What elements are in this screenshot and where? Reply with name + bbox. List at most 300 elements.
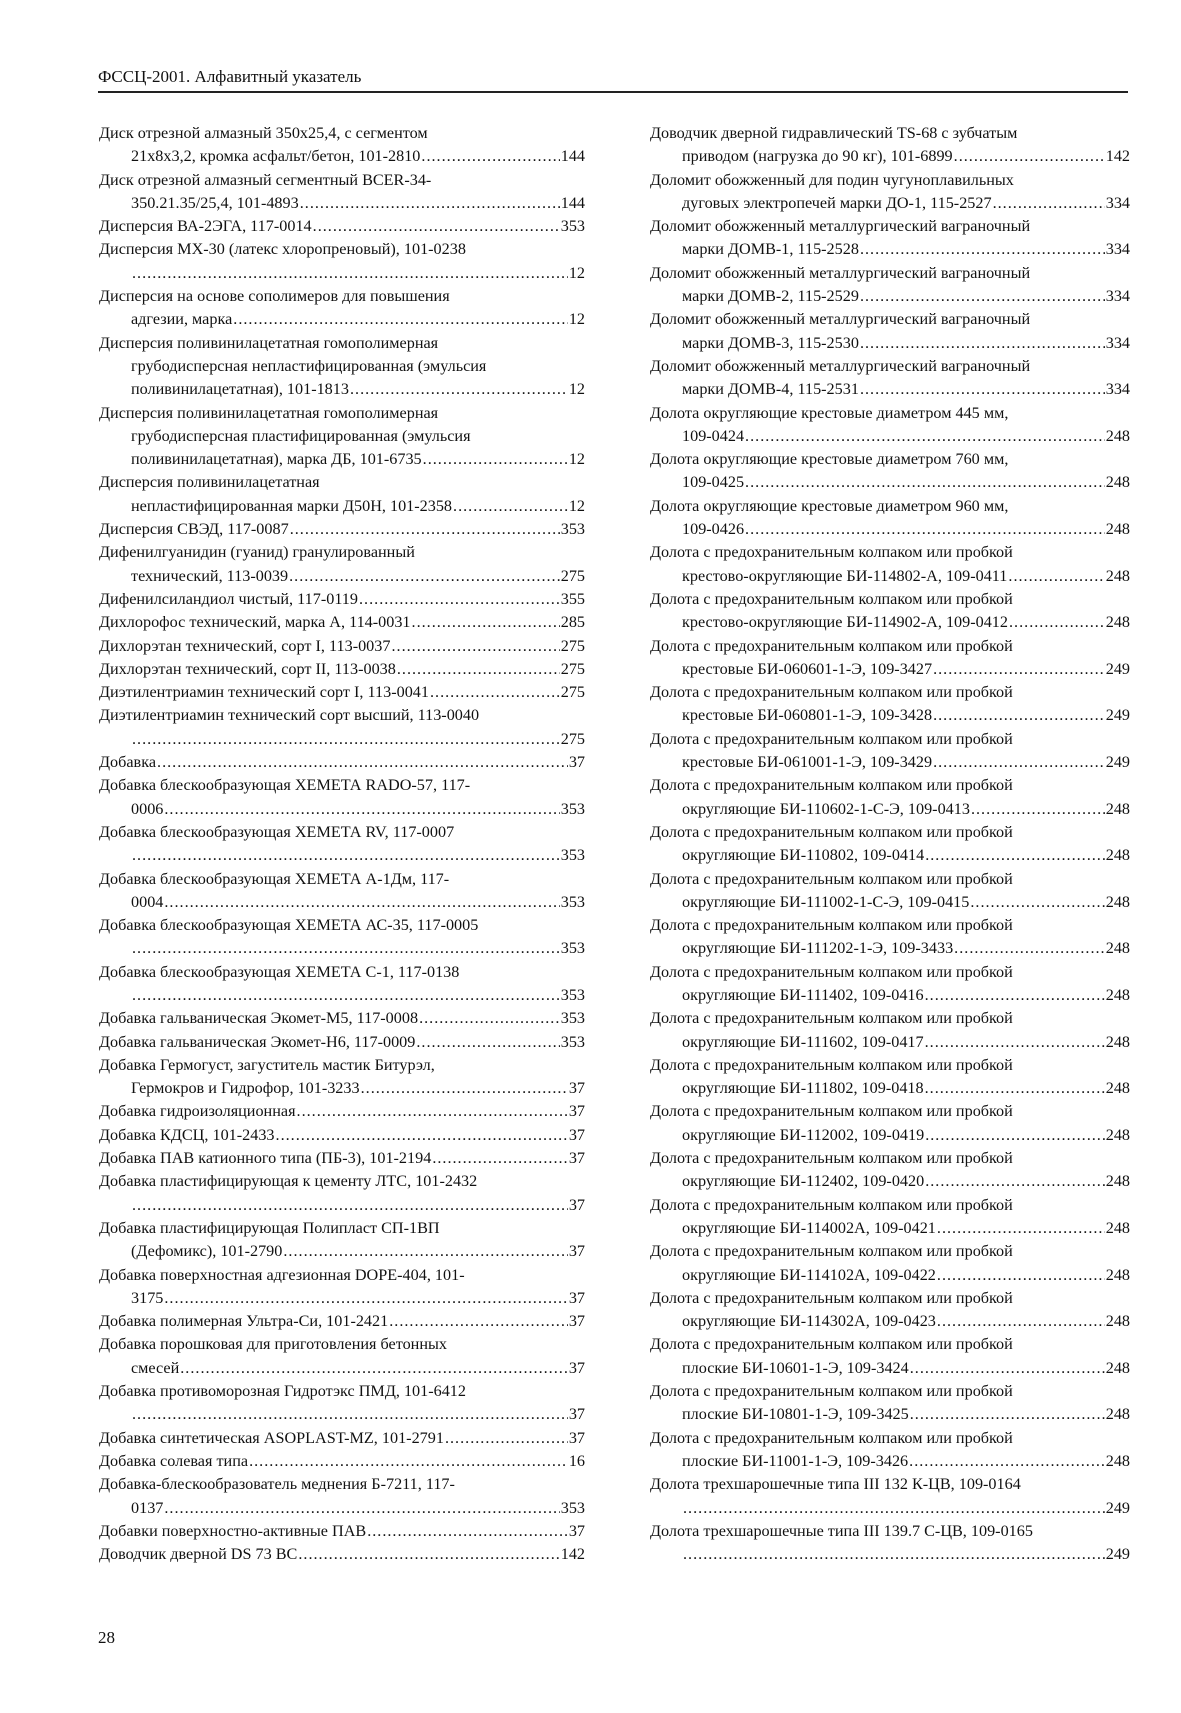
index-entry bbox=[99, 774, 585, 821]
index-entry-page: 353 bbox=[560, 1498, 585, 1517]
dot-leader bbox=[937, 1310, 1105, 1333]
index-entry-text: Дифенилсиландиол чистый, 117-0119 bbox=[99, 589, 358, 608]
index-entry-page: 144 bbox=[560, 193, 585, 212]
index-entry-text: Долота с предохранительным колпаком или пробкой bbox=[650, 543, 1013, 562]
index-entry-text: Дисперсия ВА-2ЭГА, 117-0014 bbox=[99, 217, 312, 236]
index-entry-line bbox=[99, 1310, 585, 1333]
index-entry-continuation bbox=[650, 1357, 1130, 1380]
index-entry-line bbox=[99, 238, 585, 261]
dot-leader bbox=[164, 1287, 567, 1310]
index-entry-continuation bbox=[99, 308, 585, 331]
index-entry-continuation bbox=[650, 1170, 1130, 1193]
index-entry bbox=[650, 1147, 1130, 1194]
dot-leader bbox=[860, 378, 1105, 401]
dot-leader bbox=[745, 518, 1105, 541]
index-entry-line bbox=[650, 1473, 1130, 1496]
index-entry bbox=[99, 658, 585, 681]
index-entry bbox=[650, 1007, 1130, 1054]
dot-leader bbox=[132, 1403, 568, 1426]
index-entry-text: Дихлорэтан технический, сорт I, 113-0037 bbox=[99, 636, 391, 655]
index-entry-text: крестовые БИ-061001-1-Э, 109-3429 bbox=[682, 753, 933, 772]
index-entry-page: 334 bbox=[1105, 287, 1130, 306]
index-entry-page: 37 bbox=[568, 1358, 585, 1377]
index-entry-continuation bbox=[650, 332, 1130, 355]
index-entry-line bbox=[99, 1520, 585, 1543]
index-entry-line bbox=[650, 635, 1130, 658]
index-entry-line bbox=[99, 635, 585, 658]
index-entry-text: Долота с предохранительным колпаком или пробкой bbox=[650, 1195, 1013, 1214]
index-entry-text: поливинилацетатная), марка ДБ, 101-6735 bbox=[131, 450, 422, 469]
index-entry-text: непластифицированная марки Д50Н, 101-2358 bbox=[131, 496, 453, 515]
index-entry-text: Долота округляющие крестовые диаметром 760 мм, bbox=[650, 450, 1009, 469]
index-entry-line bbox=[650, 728, 1130, 751]
dot-leader bbox=[933, 704, 1105, 727]
index-entry-text: Долота с предохранительным колпаком или пробкой bbox=[650, 1288, 1013, 1307]
index-entry-text: Добавка блескообразующая ХЕМЕТА RV, 117-0007 bbox=[99, 822, 455, 841]
index-entry-text: Добавка bbox=[99, 753, 157, 772]
index-entry-text: Долота с предохранительным колпаком или пробкой bbox=[650, 1149, 1013, 1168]
index-entry-continuation bbox=[99, 565, 585, 588]
index-entry-line bbox=[650, 1520, 1130, 1543]
index-entry-page: 37 bbox=[568, 1102, 585, 1121]
index-entry-page: 275 bbox=[560, 566, 585, 585]
page-header bbox=[98, 66, 1128, 93]
index-entry bbox=[650, 1427, 1130, 1474]
index-entry-line bbox=[650, 169, 1130, 192]
index-entry bbox=[99, 215, 585, 238]
index-entry-continuation bbox=[99, 425, 585, 448]
dot-leader bbox=[925, 1124, 1105, 1147]
index-entry-text: Долота трехшарошечные типа III 132 К-ЦВ, 109-0164 bbox=[650, 1475, 1021, 1494]
index-entry-page: 37 bbox=[568, 1242, 585, 1261]
index-entry-text: 0004 bbox=[131, 892, 164, 911]
index-entry-line bbox=[99, 169, 585, 192]
index-entry-line bbox=[99, 1124, 585, 1147]
dot-leader bbox=[249, 1450, 568, 1473]
index-entry-page: 249 bbox=[1105, 753, 1130, 772]
index-entry-continuation bbox=[650, 1124, 1130, 1147]
index-entry-text: Долота с предохранительным колпаком или пробкой bbox=[650, 1428, 1013, 1447]
index-entry-text: Добавка пластифицирующая Полипласт СП-1ВП bbox=[99, 1218, 440, 1237]
index-entry-continuation bbox=[650, 565, 1130, 588]
index-entry bbox=[99, 169, 585, 216]
index-entry-line bbox=[650, 495, 1130, 518]
index-entry-continuation bbox=[99, 378, 585, 401]
dot-leader bbox=[412, 611, 560, 634]
index-entry-text: округляющие БИ-114102А, 109-0422 bbox=[682, 1265, 936, 1284]
index-entry-page: 142 bbox=[560, 1545, 585, 1564]
dot-leader bbox=[971, 798, 1105, 821]
index-entry-text: крестовые БИ-060601-1-Э, 109-3427 bbox=[682, 659, 933, 678]
index-entry-continuation bbox=[99, 262, 585, 285]
index-entry bbox=[650, 122, 1130, 169]
index-entry bbox=[99, 868, 585, 915]
dot-leader bbox=[132, 262, 568, 285]
index-entry-text: марки ДОМВ-2, 115-2529 bbox=[682, 287, 859, 306]
index-entry-text: Добавка ПАВ катионного типа (ПБ-3), 101-2194 bbox=[99, 1149, 432, 1168]
index-entry bbox=[650, 541, 1130, 588]
index-entry bbox=[650, 1054, 1130, 1101]
index-entry-text: марки ДОМВ-1, 115-2528 bbox=[682, 240, 859, 259]
dot-leader bbox=[745, 425, 1105, 448]
dot-leader bbox=[954, 937, 1105, 960]
index-entry-text: Добавка блескообразующая ХЕМЕТА А-1Дм, 117- bbox=[99, 869, 450, 888]
index-entry-continuation bbox=[99, 1077, 585, 1100]
dot-leader bbox=[925, 1031, 1105, 1054]
index-entry-page: 16 bbox=[568, 1451, 585, 1470]
index-entry-continuation bbox=[99, 891, 585, 914]
index-entry-page: 285 bbox=[560, 613, 585, 632]
index-entry-continuation bbox=[650, 1217, 1130, 1240]
index-entry-text: Долота трехшарошечные типа III 139.7 С-ЦВ, 109-0165 bbox=[650, 1521, 1033, 1540]
index-entry-line bbox=[99, 1427, 585, 1450]
dot-leader bbox=[925, 1170, 1105, 1193]
index-entry-line bbox=[650, 1054, 1130, 1077]
index-entry-continuation bbox=[99, 448, 585, 471]
index-entry bbox=[650, 1287, 1130, 1334]
dot-leader bbox=[745, 471, 1105, 494]
index-entry-page: 248 bbox=[1105, 1405, 1130, 1424]
index-entry-text: округляющие БИ-114002А, 109-0421 bbox=[682, 1218, 936, 1237]
dot-leader bbox=[164, 798, 559, 821]
index-entry bbox=[99, 751, 585, 774]
index-entry-line bbox=[650, 1194, 1130, 1217]
index-entry-continuation bbox=[650, 1077, 1130, 1100]
index-entry-text: округляющие БИ-111202-1-Э, 109-3433 bbox=[682, 939, 954, 958]
index-entry-continuation bbox=[650, 798, 1130, 821]
dot-leader bbox=[432, 1147, 568, 1170]
index-entry-page: 248 bbox=[1105, 1358, 1130, 1377]
index-entry-line bbox=[99, 285, 585, 308]
index-entry bbox=[99, 1217, 585, 1264]
index-entry-text: Дисперсия МХ-30 (латекс хлоропреновый), 101-0238 bbox=[99, 240, 466, 259]
index-entry-text: Долота с предохранительным колпаком или пробкой bbox=[650, 1382, 1013, 1401]
index-column-right bbox=[650, 122, 1130, 1566]
index-entry-page: 249 bbox=[1105, 706, 1130, 725]
dot-leader bbox=[132, 1194, 568, 1217]
index-entry-page: 353 bbox=[560, 520, 585, 539]
index-entry-page: 249 bbox=[1105, 659, 1130, 678]
dot-leader bbox=[683, 1497, 1105, 1520]
index-entry-page: 353 bbox=[560, 892, 585, 911]
index-entry bbox=[99, 704, 585, 751]
index-entry-page: 249 bbox=[1105, 1545, 1130, 1564]
index-entry-text: Долота округляющие крестовые диаметром 445 мм, bbox=[650, 403, 1009, 422]
index-entry-text: Диэтилентриамин технический сорт I, 113-0041 bbox=[99, 683, 429, 702]
index-entry bbox=[650, 961, 1130, 1008]
index-entry-page: 353 bbox=[560, 1032, 585, 1051]
index-entry-continuation bbox=[650, 658, 1130, 681]
index-entry-continuation bbox=[650, 1497, 1130, 1520]
index-entry-text: крестово-округляющие БИ-114902-А, 109-0412 bbox=[682, 613, 1008, 632]
dot-leader bbox=[860, 332, 1105, 355]
index-entry-text: Дифенилгуанидин (гуанид) гранулированный bbox=[99, 543, 415, 562]
index-entry-line bbox=[99, 402, 585, 425]
dot-leader bbox=[423, 448, 568, 471]
index-entry-page: 37 bbox=[568, 1521, 585, 1540]
index-entry-text: Долота с предохранительным колпаком или пробкой bbox=[650, 822, 1013, 841]
index-entry-text: 3175 bbox=[131, 1288, 164, 1307]
index-entry-page: 37 bbox=[568, 1149, 585, 1168]
dot-leader bbox=[453, 495, 568, 518]
index-entry bbox=[650, 1194, 1130, 1241]
index-entry-text: Добавка пластифицирующая к цементу ЛТС, 101-2432 bbox=[99, 1172, 478, 1191]
index-entry bbox=[650, 1380, 1130, 1427]
index-entry-continuation bbox=[99, 355, 585, 378]
index-entry-page: 12 bbox=[568, 380, 585, 399]
index-entry-continuation bbox=[650, 1543, 1130, 1566]
index-entry-text: Доломит обожженный металлургический ваграночный bbox=[650, 356, 1031, 375]
index-entry-page: 12 bbox=[568, 263, 585, 282]
index-entry-text: округляющие БИ-111602, 109-0417 bbox=[682, 1032, 924, 1051]
index-entry-continuation bbox=[650, 1450, 1130, 1473]
index-entry-text: поливинилацетатная), 101-1813 bbox=[131, 380, 349, 399]
dot-leader bbox=[993, 192, 1105, 215]
index-entry-text: Дисперсия СВЭД, 117-0087 bbox=[99, 520, 289, 539]
index-entry-text: 21х8х3,2, кромка асфальт/бетон, 101-2810 bbox=[131, 147, 421, 166]
index-entry-text: (Дефомикс), 101-2790 bbox=[131, 1242, 283, 1261]
index-entry bbox=[99, 635, 585, 658]
index-entry bbox=[99, 1310, 585, 1333]
index-entry-text: Гермокров и Гидрофор, 101-3233 bbox=[131, 1079, 360, 1098]
index-entry-line bbox=[99, 1380, 585, 1403]
index-entry-text: крестово-округляющие БИ-114802-А, 109-0411 bbox=[682, 566, 1008, 585]
dot-leader bbox=[164, 891, 559, 914]
index-entry-text: плоские БИ-11001-1-Э, 109-3426 bbox=[682, 1451, 909, 1470]
index-entry bbox=[650, 169, 1130, 216]
dot-leader bbox=[289, 565, 560, 588]
dot-leader bbox=[164, 1497, 559, 1520]
index-entry-continuation bbox=[99, 1403, 585, 1426]
dot-leader bbox=[933, 658, 1105, 681]
index-entry-line bbox=[650, 1240, 1130, 1263]
index-entry-line bbox=[99, 821, 585, 844]
dot-leader bbox=[937, 1217, 1105, 1240]
index-entry-text: Добавка синтетическая ASOPLAST-MZ, 101-2791 bbox=[99, 1428, 444, 1447]
index-entry-text: Добавка поверхностная адгезионная DOPE-404, 101- bbox=[99, 1265, 465, 1284]
index-entry-continuation bbox=[650, 1031, 1130, 1054]
index-entry-text: Добавка блескообразующая ХЕМЕТА RADO-57, 117- bbox=[99, 776, 471, 795]
index-entry-page: 248 bbox=[1105, 566, 1130, 585]
index-entry-continuation bbox=[650, 378, 1130, 401]
index-entry-page: 12 bbox=[568, 450, 585, 469]
index-entry-continuation bbox=[650, 844, 1130, 867]
index-entry-page: 37 bbox=[568, 1288, 585, 1307]
dot-leader bbox=[132, 844, 560, 867]
index-entry-line bbox=[99, 1170, 585, 1193]
index-entry-page: 248 bbox=[1105, 939, 1130, 958]
index-entry-text: Добавка гальваническая Экомет-М5, 117-0008 bbox=[99, 1009, 419, 1028]
index-entry-page: 275 bbox=[560, 659, 585, 678]
index-entry-page: 334 bbox=[1105, 240, 1130, 259]
index-entry-text: округляющие БИ-111802, 109-0418 bbox=[682, 1079, 924, 1098]
index-entry-line bbox=[99, 1007, 585, 1030]
dot-leader bbox=[298, 1543, 559, 1566]
index-entry bbox=[650, 402, 1130, 449]
index-entry-line bbox=[650, 1147, 1130, 1170]
index-entry bbox=[650, 774, 1130, 821]
index-entry-continuation bbox=[650, 984, 1130, 1007]
index-entry-page: 12 bbox=[568, 310, 585, 329]
dot-leader bbox=[397, 658, 560, 681]
dot-leader bbox=[925, 984, 1105, 1007]
index-entry bbox=[650, 355, 1130, 402]
index-entry-continuation bbox=[99, 844, 585, 867]
dot-leader bbox=[910, 1403, 1105, 1426]
dot-leader bbox=[132, 984, 560, 1007]
dot-leader bbox=[925, 1077, 1105, 1100]
index-entry-line bbox=[99, 658, 585, 681]
index-entry-continuation bbox=[650, 1310, 1130, 1333]
dot-leader bbox=[430, 681, 560, 704]
index-entry-continuation bbox=[99, 1357, 585, 1380]
index-entry bbox=[99, 1147, 585, 1170]
index-entry-continuation bbox=[650, 937, 1130, 960]
index-entry-text: Долота с предохранительным колпаком или пробкой bbox=[650, 1055, 1013, 1074]
index-entry-continuation bbox=[99, 937, 585, 960]
page-number: 28 bbox=[98, 1628, 115, 1647]
index-entry-line bbox=[99, 1473, 585, 1496]
index-entry-line bbox=[99, 122, 585, 145]
page-header-title: ФССЦ-2001. Алфавитный указатель bbox=[98, 67, 362, 86]
dot-leader bbox=[367, 1520, 568, 1543]
index-entry-continuation bbox=[99, 145, 585, 168]
index-entry-continuation bbox=[99, 798, 585, 821]
dot-leader bbox=[350, 378, 568, 401]
index-entry-text: крестовые БИ-060801-1-Э, 109-3428 bbox=[682, 706, 933, 725]
index-entry-text: Долота с предохранительным колпаком или пробкой bbox=[650, 1242, 1013, 1261]
index-entry bbox=[99, 1124, 585, 1147]
index-entry-line bbox=[650, 681, 1130, 704]
index-entry-text: Доломит обожженный металлургический ваграночный bbox=[650, 310, 1031, 329]
index-entry-line bbox=[650, 122, 1130, 145]
index-entry-page: 334 bbox=[1105, 193, 1130, 212]
index-entry-line bbox=[99, 215, 585, 238]
index-entry-line bbox=[99, 518, 585, 541]
index-entry bbox=[99, 1264, 585, 1311]
index-entry-text: 109-0424 bbox=[682, 426, 745, 445]
index-entry bbox=[99, 1100, 585, 1123]
index-entry-line bbox=[99, 1054, 585, 1077]
index-entry-page: 334 bbox=[1105, 380, 1130, 399]
index-entry bbox=[650, 262, 1130, 309]
index-entry bbox=[99, 541, 585, 588]
index-entry bbox=[99, 285, 585, 332]
index-entry-line bbox=[650, 402, 1130, 425]
dot-leader bbox=[313, 215, 560, 238]
index-entry-text: Добавка КДСЦ, 101-2433 bbox=[99, 1125, 275, 1144]
index-entry-line bbox=[650, 215, 1130, 238]
dot-leader bbox=[970, 891, 1104, 914]
index-entry-line bbox=[650, 541, 1130, 564]
dot-leader bbox=[933, 751, 1105, 774]
index-entry-text: плоские БИ-10601-1-Э, 109-3424 bbox=[682, 1358, 909, 1377]
index-entry bbox=[99, 1007, 585, 1030]
index-entry bbox=[99, 471, 585, 518]
index-entry-text: Долота с предохранительным колпаком или пробкой bbox=[650, 776, 1013, 795]
index-entry bbox=[99, 122, 585, 169]
index-entry-text: Добавка Гермогуст, загуститель мастик Битурэл, bbox=[99, 1055, 435, 1074]
index-entry-continuation bbox=[650, 1264, 1130, 1287]
dot-leader bbox=[1008, 565, 1104, 588]
index-entry-line bbox=[650, 961, 1130, 984]
index-entry-page: 248 bbox=[1105, 985, 1130, 1004]
index-entry-text: Добавка порошковая для приготовления бетонных bbox=[99, 1335, 447, 1354]
index-entry-text: 0137 bbox=[131, 1498, 164, 1517]
index-entry bbox=[99, 821, 585, 868]
index-entry-text: Добавка-блескообразователь меднения Б-7211, 117- bbox=[99, 1475, 455, 1494]
index-entry-line bbox=[99, 774, 585, 797]
index-entry-page: 248 bbox=[1105, 1032, 1130, 1051]
index-entry-line bbox=[650, 1100, 1130, 1123]
index-entry-line bbox=[650, 1287, 1130, 1310]
index-entry-text: Долота с предохранительным колпаком или пробкой bbox=[650, 1335, 1013, 1354]
index-entry bbox=[99, 1520, 585, 1543]
index-entry-line bbox=[650, 914, 1130, 937]
index-entry bbox=[650, 215, 1130, 262]
index-entry-line bbox=[99, 1217, 585, 1240]
index-entry-continuation bbox=[650, 145, 1130, 168]
index-entry bbox=[99, 914, 585, 961]
index-entry-page: 37 bbox=[568, 1195, 585, 1214]
dot-leader bbox=[860, 285, 1105, 308]
dot-leader bbox=[683, 1543, 1105, 1566]
index-entry-line bbox=[99, 681, 585, 704]
index-entry-text: Долота с предохранительным колпаком или пробкой bbox=[650, 869, 1013, 888]
index-entry-text: Дисперсия поливинилацетатная гомополимерная bbox=[99, 403, 439, 422]
index-entry bbox=[99, 238, 585, 285]
index-entry-text: Дисперсия поливинилацетатная гомополимерная bbox=[99, 333, 439, 352]
index-entry-text: Дисперсия на основе сополимеров для повышения bbox=[99, 287, 450, 306]
index-entry bbox=[650, 448, 1130, 495]
index-entry bbox=[650, 635, 1130, 682]
index-entry-continuation bbox=[99, 984, 585, 1007]
index-entry bbox=[650, 914, 1130, 961]
index-entry-text: дуговых электропечей марки ДО-1, 115-2527 bbox=[682, 193, 992, 212]
index-entry-continuation bbox=[650, 285, 1130, 308]
index-entry bbox=[650, 308, 1130, 355]
index-entry-text: округляющие БИ-110802, 109-0414 bbox=[682, 846, 925, 865]
index-entry bbox=[99, 1473, 585, 1520]
index-entry bbox=[650, 495, 1130, 542]
index-entry-continuation bbox=[650, 891, 1130, 914]
index-entry-page: 248 bbox=[1105, 426, 1130, 445]
dot-leader bbox=[416, 1031, 559, 1054]
index-entry-text: округляющие БИ-111402, 109-0416 bbox=[682, 985, 924, 1004]
dot-leader bbox=[297, 1100, 568, 1123]
index-entry bbox=[99, 1054, 585, 1101]
index-entry-text: марки ДОМВ-4, 115-2531 bbox=[682, 380, 859, 399]
index-entry-page: 248 bbox=[1105, 520, 1130, 539]
index-entry-continuation bbox=[99, 192, 585, 215]
dot-leader bbox=[389, 1310, 568, 1333]
index-entry bbox=[99, 402, 585, 472]
index-entry-page: 248 bbox=[1105, 846, 1130, 865]
index-entry-text: Диск отрезной алмазный сегментный BCER-34- bbox=[99, 170, 432, 189]
index-entry-continuation bbox=[99, 1194, 585, 1217]
index-entry-continuation bbox=[650, 751, 1130, 774]
index-entry-line bbox=[99, 541, 585, 564]
index-entry bbox=[99, 332, 585, 402]
index-entry-continuation bbox=[99, 1287, 585, 1310]
index-entry-text: Долота с предохранительным колпаком или пробкой bbox=[650, 962, 1013, 981]
index-entry-text: Доводчик дверной гидравлический TS-68 с зубчатым bbox=[650, 124, 1018, 142]
dot-leader bbox=[909, 1450, 1105, 1473]
index-entry-line bbox=[99, 588, 585, 611]
index-entry-text: Долота с предохранительным колпаком или пробкой bbox=[650, 1009, 1013, 1028]
index-entry-text: 109-0425 bbox=[682, 473, 745, 492]
index-entry-page: 275 bbox=[560, 729, 585, 748]
